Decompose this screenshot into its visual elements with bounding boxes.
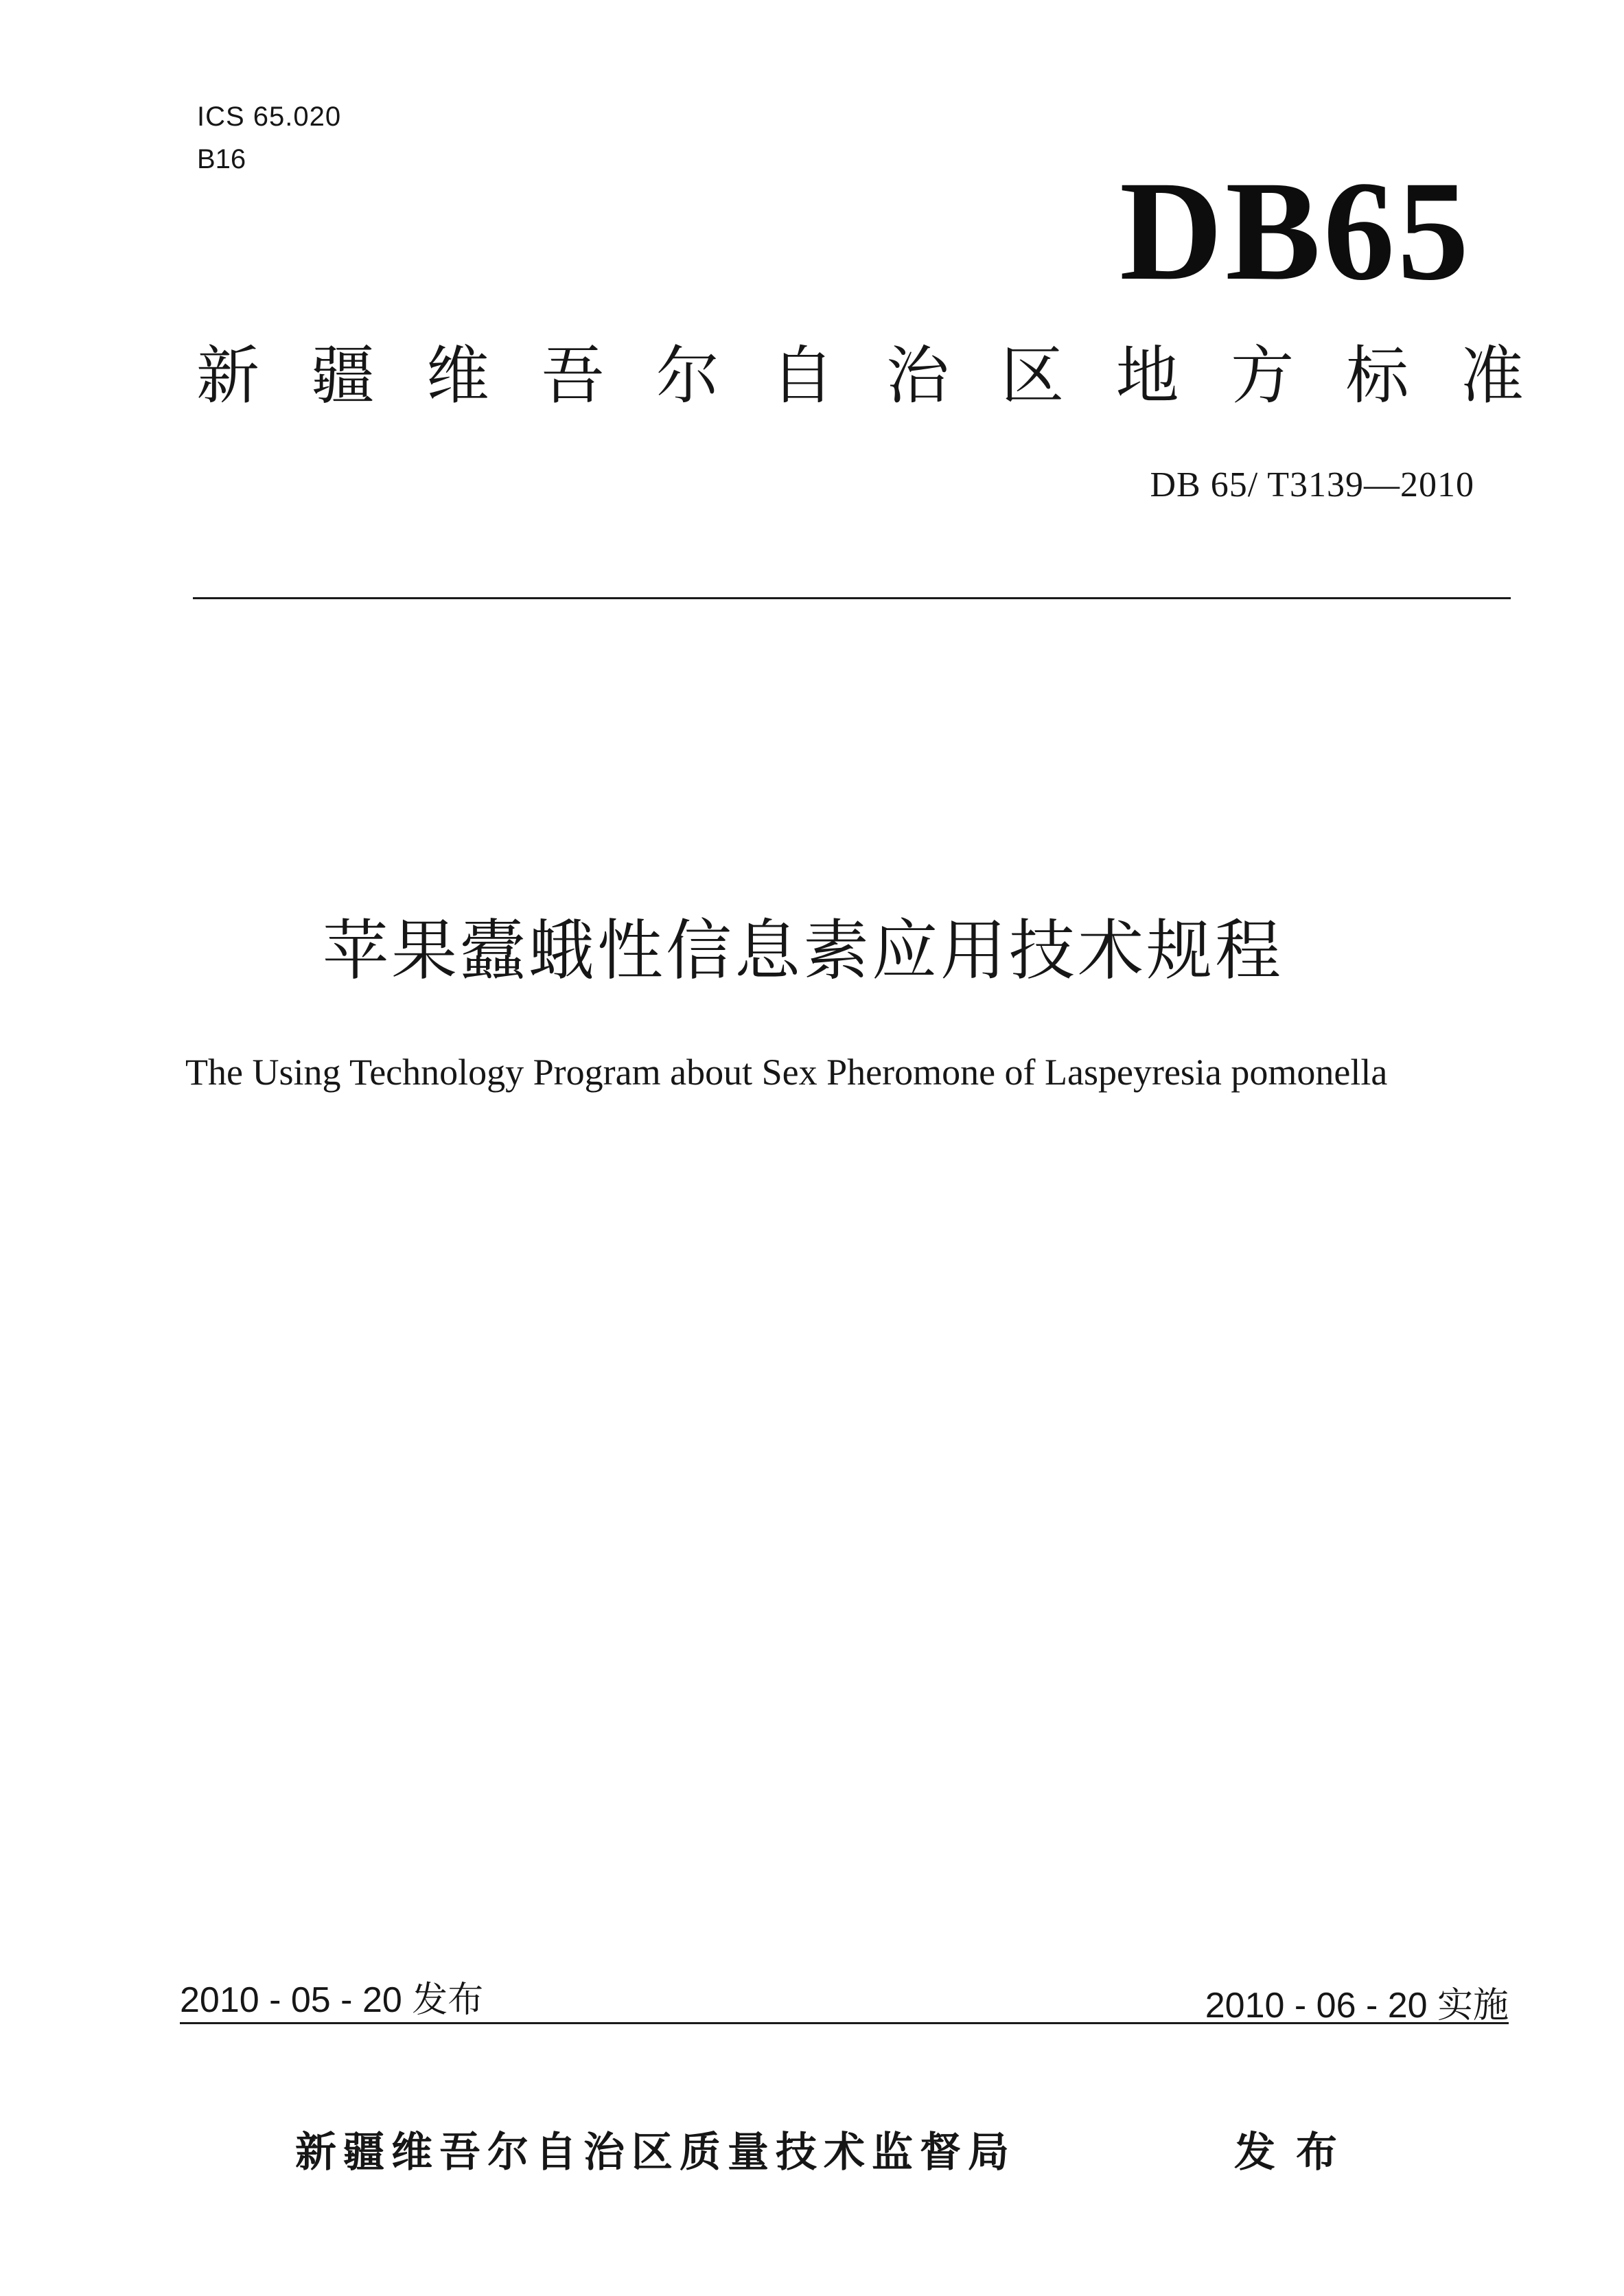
issue-date: 2010 - 05 - 20 发布 [180,1980,484,2020]
classification-code: B16 [197,144,246,174]
issuing-authority: 新疆维吾尔自治区质量技术监督局 [295,2129,1016,2177]
standard-type-char: 地 [1115,339,1179,413]
date-divider [180,2022,1509,2024]
header-divider [193,597,1511,599]
ics-code: ICS 65.020 [197,102,342,132]
standard-type-char: 标 [1345,339,1409,413]
standard-type-char: 自 [771,339,835,413]
standard-type-char: 方 [1231,339,1295,413]
standard-type-char: 疆 [311,339,375,413]
standard-type-char: 吾 [541,339,605,413]
standard-type-char: 维 [426,339,489,413]
standard-number: DB 65/ T3139—2010 [1150,465,1474,505]
standard-type-char: 新 [196,339,260,413]
standard-type-heading [196,335,1524,417]
standard-type-char: 尔 [656,339,719,413]
document-title-english: The Using Technology Program about Sex Pheromone of Laspeyresia pomonella [185,1052,1388,1093]
standard-logo: DB65 [1120,152,1472,310]
document-title-chinese: 苹果蠹蛾性信息素应用技术规程 [323,912,1284,989]
publish-label: 发布 [1234,2129,1358,2177]
standard-type-char: 治 [885,339,949,413]
standard-type-char: 区 [1001,339,1065,413]
standard-type-char: 准 [1460,339,1524,413]
implementation-date: 2010 - 06 - 20 实施 [1205,1986,1509,2026]
